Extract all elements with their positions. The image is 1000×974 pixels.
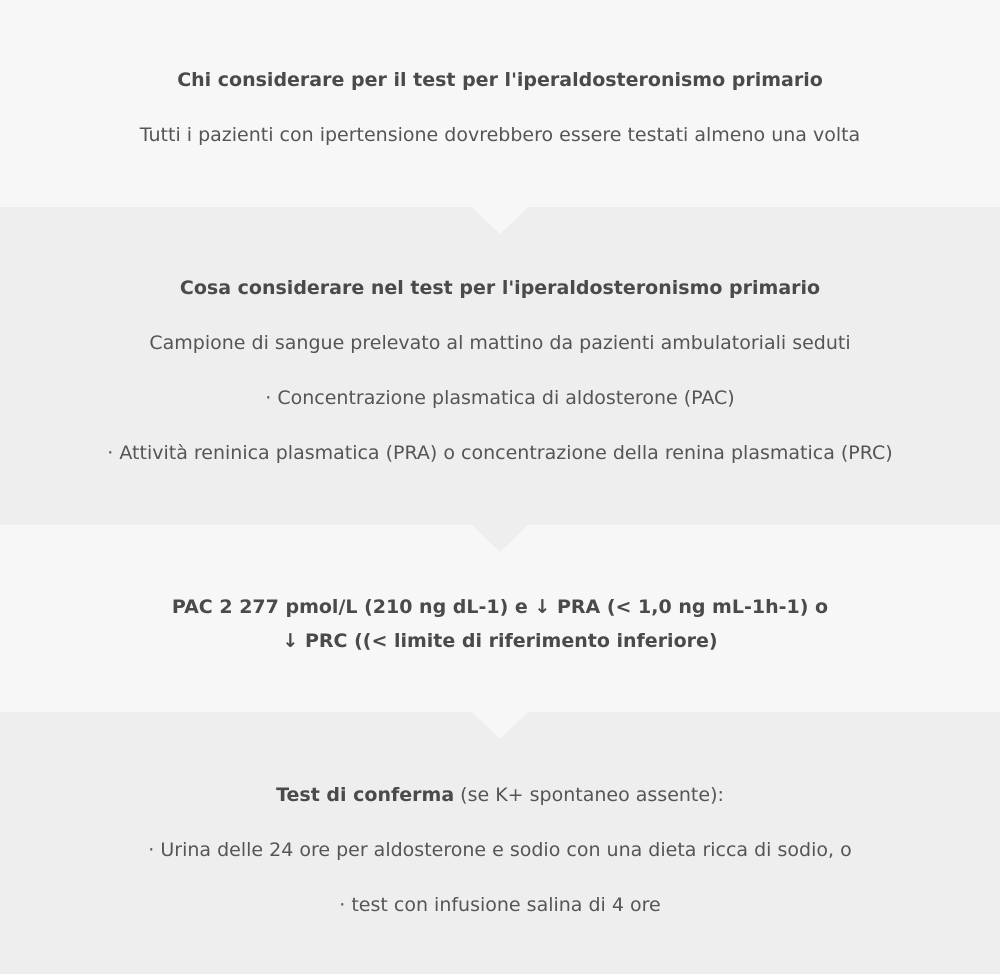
step-confirmation bbox=[0, 712, 1000, 974]
step-who-to-test bbox=[0, 0, 1000, 207]
step-title bbox=[0, 783, 1000, 807]
step-text: · Attività reninica plasmatica (PRA) o concentrazione della renina plasmatica (PRC) bbox=[107, 442, 893, 464]
step-title: Chi considerare per il test per l'iperaldosteronismo primario bbox=[177, 69, 823, 91]
step-criteria bbox=[0, 525, 1000, 712]
step-title-bold: Test di conferma bbox=[276, 784, 455, 806]
step-text: · test con infusione salina di 4 ore bbox=[339, 894, 661, 916]
arrow-down-icon bbox=[472, 712, 528, 739]
step-text: Tutti i pazienti con ipertensione dovrebbero essere testati almeno una volta bbox=[139, 124, 861, 146]
step-text: · Urina delle 24 ore per aldosterone e sodio con una dieta ricca di sodio, o bbox=[148, 839, 852, 861]
step-title: PAC 2 277 pmol/L (210 ng dL-1) e ↓ PRA (< 1,0 ng mL-1h-1) o bbox=[171, 596, 829, 618]
step-what-to-test bbox=[0, 207, 1000, 525]
step-text: Campione di sangue prelevato al mattino da pazienti ambulatoriali seduti bbox=[149, 332, 851, 354]
arrow-down-icon bbox=[472, 525, 528, 552]
step-text: · Concentrazione plasmatica di aldosterone (PAC) bbox=[265, 387, 735, 409]
step-title: ↓ PRC ((< limite di riferimento inferiore) bbox=[282, 630, 718, 652]
step-title-rest: (se K+ spontaneo assente): bbox=[454, 784, 724, 806]
arrow-down-icon bbox=[472, 207, 528, 234]
step-title: Cosa considerare nel test per l'iperaldosteronismo primario bbox=[179, 277, 821, 299]
